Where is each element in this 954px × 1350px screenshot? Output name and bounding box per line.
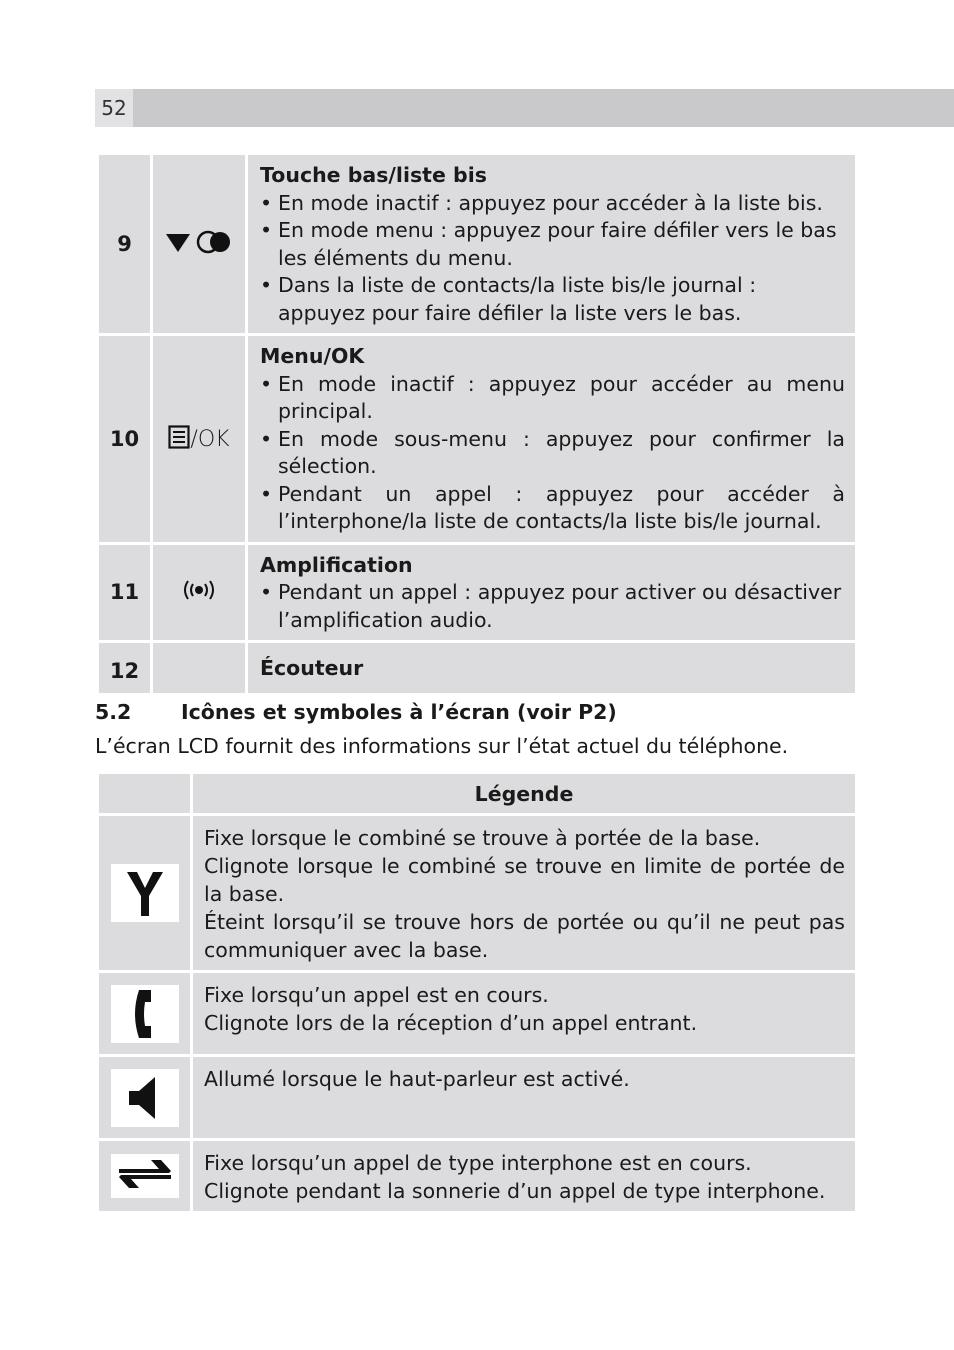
list-item: • Pendant un appel : appuyez pour activer ou désactiver l’amplification audio. [260,579,845,634]
keys-table [96,152,858,696]
section-heading [95,700,617,724]
list-item: • Dans la liste de contacts/la liste bis/le journal : appuyez pour faire défiler la liste vers le bas. [260,272,845,327]
list-item: • En mode inactif : appuyez pour accéder au menu principal. [260,371,845,426]
menu-ok-icon [168,427,230,453]
speaker-icon [111,1069,179,1127]
list-item: • En mode sous-menu : appuyez pour confirmer la sélection. [260,426,845,481]
list-item: • En mode menu : appuyez pour faire défiler vers le bas les éléments du menu. [260,217,845,272]
amplification-icon [181,587,217,606]
phone-handset-icon [111,985,179,1043]
key-number: 12 [99,643,150,693]
section-number: 5.2 [95,700,132,724]
key-number: 9 [99,155,150,333]
table-row [99,973,855,1054]
menu-ok-label: /OK [190,427,230,453]
list-item: • En mode inactif : appuyez pour accéder à la liste bis. [260,190,845,218]
key-number: 11 [99,545,150,641]
table-row [99,1141,855,1211]
table-row [99,1057,855,1138]
legend-line: Allumé lorsque le haut-parleur est activé. [204,1067,630,1091]
intercom-arrows-icon [111,1154,179,1198]
section-intro: L’écran LCD fournit des informations sur l’état actuel du téléphone. [95,734,789,758]
legend-line: Fixe lorsqu’un appel de type interphone est en cours. [204,1151,752,1175]
key-title: Menu/OK [260,344,365,368]
key-title: Amplification [260,552,413,577]
legend-table [96,771,858,1214]
legend-header: Légende [193,774,855,813]
page-header-bar [95,89,954,127]
list-item: • Pendant un appel : appuyez pour accéder à l’interphone/la liste de contacts/la liste bis/le journal. [260,481,845,536]
legend-line: Clignote lorsque le combiné se trouve en limite de portée de la base. [204,854,845,906]
legend-header-empty [99,774,190,813]
legend-line: Clignote pendant la sonnerie d’un appel de type interphone. [204,1179,826,1203]
legend-line: Clignote lors de la réception d’un appel entrant. [204,1011,698,1035]
down-arrow-redial-icon [164,241,234,260]
key-title: Écouteur [260,655,364,680]
table-row [99,816,855,970]
key-title: Touche bas/liste bis [260,163,487,187]
key-number: 10 [99,336,150,542]
page-number: 52 [95,89,133,127]
legend-line: Éteint lorsqu’il se trouve hors de portée ou qu’il ne peut pas communiquer avec la base. [204,910,845,962]
section-title: Icônes et symboles à l’écran (voir P2) [181,700,617,724]
table-row [99,336,855,542]
table-row [99,545,855,641]
table-row [99,155,855,333]
legend-line: Fixe lorsqu’un appel est en cours. [204,983,549,1007]
antenna-signal-icon [111,864,179,922]
legend-line: Fixe lorsque le combiné se trouve à portée de la base. [204,826,761,850]
table-row [99,774,855,813]
empty-icon-cell [153,643,245,693]
table-row [99,643,855,693]
